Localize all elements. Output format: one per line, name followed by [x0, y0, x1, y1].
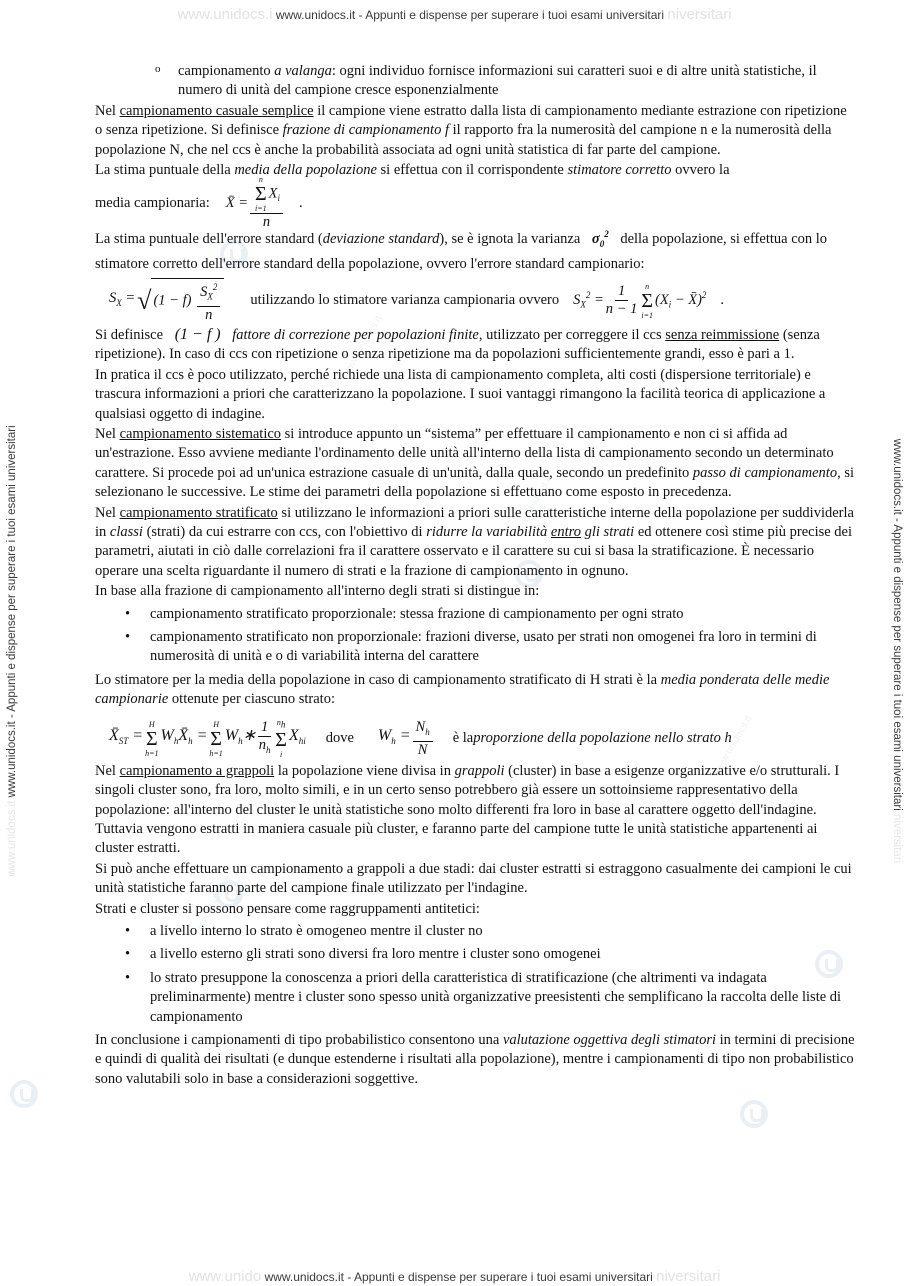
math-symbol: X — [288, 726, 299, 744]
text-em: valutazione oggettiva degli stimatori — [502, 1031, 716, 1048]
text: La stima puntuale dell'errore standard ( — [95, 231, 323, 248]
math-symbol: W — [160, 726, 174, 744]
text-em: gli strati — [581, 524, 635, 541]
underlined-term: campionamento a grappoli — [119, 762, 275, 779]
watermark-ghost: niversitari — [667, 6, 732, 23]
text: Lo stimatore per la media della popolazione in caso di campionamento stratificato di H strati è la — [95, 671, 661, 688]
text: campionamento stratificato non proporzionale: frazioni diverse, usato per strati non omogenei fra loro in termini di numerosità di unità e o di variabilità interna del carattere — [150, 629, 817, 665]
paragraph: Si può anche effettuare un campionamento a grappoli a due stadi: dai cluster estratti si estraggono casualmente dei campioni le cui unità statistiche faranno parte del campione finale utilizzato per l'indagine. — [95, 860, 852, 897]
watermark-ghost: www.unidocs.i — [177, 6, 273, 23]
unidocs-logo-icon — [10, 1080, 38, 1108]
text-em: classi — [109, 524, 143, 541]
text-em: a valanga — [274, 63, 332, 79]
text: ed ottenere così stime più precise dei parametri, aiutati in ciò dalle correlazioni fra il carattere osservato e il carattere su cui si basa la stratificazione. È necessario operare una scelta riguardante il numero di strati e la frazione di campionamento in ognuno. — [95, 524, 853, 579]
bullet-icon: • — [125, 629, 131, 646]
math-symbol: ∗ — [242, 726, 257, 744]
math-limit: n — [258, 175, 263, 185]
text: ovvero la — [671, 162, 730, 179]
math-symbol: (1 − f ) — [174, 325, 221, 343]
watermark-ghost: www.unido — [188, 1268, 262, 1285]
watermark-side-left — [4, 211, 20, 1091]
text: campionamento stratificato proporzionale: stessa frazione di campionamento per ogni strato — [150, 605, 684, 622]
watermark-ghost: www.unidocs.it — [6, 800, 18, 877]
math-symbol: S — [200, 283, 208, 300]
text: lo strato presuppone la conoscenza a priori della caratteristica di stratificazione (che altrimenti va indagata preliminarmente) mentre i cluster sono spesso unità organizzative preesistenti che semplificano la raccolta delle liste di campionamento — [150, 969, 842, 1025]
paragraph — [95, 102, 857, 160]
math-fraction — [197, 279, 220, 324]
math-sup: 2 — [604, 229, 609, 240]
list-item — [95, 62, 857, 101]
math-symbol: − X̄) — [671, 292, 702, 309]
math-sub: h — [238, 736, 243, 747]
text: : ogni individuo fornisce informazioni sui caratteri suoi e di altre unità statistiche, il numero di unità del campione cresce esponenzialmente — [178, 63, 817, 99]
watermark-tile-text: www.unidocs.it — [341, 314, 385, 377]
math-sup: 2 — [585, 290, 591, 301]
math-limit: h=1 — [209, 748, 223, 758]
text-em: grappoli — [454, 762, 505, 779]
text: ), se è ignota la varianza — [439, 231, 581, 248]
math-numerator — [250, 175, 283, 214]
text-em-underlined: entro — [550, 524, 581, 541]
text-em: proporzione della popolazione nello strato h — [473, 729, 732, 746]
math-sub: X — [116, 297, 122, 308]
watermark-tile-text: www.unidocs.it — [511, 474, 555, 537]
paragraph — [95, 161, 857, 180]
paragraph: In base alla frazione di campionamento all'interno degli strati si distingue in: — [95, 583, 540, 600]
list-item — [95, 922, 857, 941]
text: è la — [452, 729, 474, 746]
math-limit: i=1 — [641, 310, 653, 320]
math-limit: i=1 — [255, 204, 267, 214]
text: Nel — [95, 426, 120, 442]
list-item — [95, 969, 857, 1027]
math-symbol: $S_X^2$ = — [573, 290, 604, 311]
text: dove — [325, 729, 354, 746]
text: la popolazione viene divisa in — [274, 762, 455, 779]
math-symbol — [161, 726, 208, 752]
text: utilizzando lo stimatore varianza campionaria ovvero — [250, 292, 560, 309]
watermark-side-right-text: www.unidocs.it - Appunti e dispense per superare i tuoi esami universitari — [891, 438, 903, 811]
watermark-header-text: www.unidocs.it - Appunti e dispense per superare i tuoi esami universitari — [275, 8, 665, 22]
math-symbol: = — [399, 726, 411, 744]
sum-symbol: H Σ h=1 — [145, 719, 159, 758]
formula-standard-error: $S_X$ = √ (1 − f) $\frac{S_X^2}{n}$ utilizzando lo stimatore varianza campionaria ovvero $S_X^2$ = $\frac{1}{n - 1}$ n Σ i=1 ($X_i$ − X̄)$^2$ . — [95, 277, 857, 325]
math-fraction — [413, 719, 433, 759]
watermark-ghost: niversitari — [656, 1268, 721, 1285]
math-limit: H — [148, 719, 155, 729]
math-numerator: 1 — [615, 283, 628, 301]
text-em: media ponderata delle medie campionarie — [95, 671, 830, 708]
math-symbol: S — [573, 292, 581, 309]
text: il campione viene estratto dalla lista di campionamento mediante estrazione con ripetizione o senza ripetizione. Si definisce — [95, 102, 847, 139]
bullet-icon: • — [125, 969, 131, 986]
math-sub: h — [173, 736, 179, 747]
math-numerator — [197, 279, 220, 307]
sum-symbol: n Σ i=1 — [255, 175, 267, 214]
math-symbol: S — [109, 289, 117, 306]
sum-symbol: n Σ i=1 — [641, 281, 653, 320]
text-em: frazione di campionamento f — [282, 122, 449, 139]
text: , si selezionano le successive. Le stime dei parametri della popolazione si effettuano come esposto in precedenza. — [95, 464, 854, 501]
watermark-footer-text: www.unidocs.it - Appunti e dispense per superare i tuoi esami universitari — [264, 1270, 653, 1284]
math-denominator: n — [205, 306, 213, 323]
text: Nel — [95, 504, 120, 521]
math-limit: n — [645, 281, 650, 291]
text-em: deviazione standard — [322, 231, 440, 248]
math-symbol — [289, 726, 306, 752]
math-symbol: X̄ — [109, 726, 119, 744]
math-denominator: n — [262, 214, 271, 231]
text: , utilizzato per correggere il ccs — [478, 326, 666, 343]
list-item — [95, 605, 857, 624]
underlined-term: campionamento sistematico — [119, 426, 282, 442]
text: Nel — [95, 762, 120, 779]
text: . — [299, 194, 303, 211]
watermark-tile-text: www.unidocs.it — [191, 874, 235, 937]
text: si effettua con il corrispondente — [376, 162, 568, 179]
math-symbol: W — [377, 726, 392, 744]
paragraph — [95, 325, 857, 365]
list-item — [95, 945, 857, 964]
paragraph — [95, 671, 857, 710]
math-sup: 2 — [701, 290, 707, 301]
math-limit: i — [280, 749, 283, 759]
watermark-side-right — [889, 211, 905, 1091]
document-body — [95, 62, 857, 1090]
bullet-icon: • — [125, 922, 131, 939]
text: a livello interno lo strato è omogeneo mentre il cluster no — [150, 922, 483, 939]
watermark-footer — [0, 1268, 909, 1285]
math-fraction — [258, 719, 271, 759]
math-sup: 2 — [212, 282, 218, 293]
math-sub: h — [266, 744, 271, 755]
math-symbol: n — [258, 736, 267, 753]
bullet-icon: • — [125, 946, 131, 963]
text: si utilizzano le informazioni a priori sulle caratteristiche interne della popolazione per suddividerla in — [95, 504, 854, 541]
text: ottenute per ciascuno strato: — [168, 691, 335, 708]
math-sub: ST — [118, 736, 129, 747]
math-symbol: X̄ = — [225, 194, 249, 211]
math-symbol: = — [196, 726, 208, 744]
math-symbol — [655, 286, 706, 315]
math-symbol — [109, 289, 135, 313]
math-sub: hi — [298, 736, 306, 747]
math-symbol — [225, 726, 256, 752]
text: (strati) da cui estrarre con ccs, con l'obiettivo di — [142, 524, 427, 541]
formula-stratified-mean — [95, 716, 857, 762]
math-symbol: (1 − f) — [153, 292, 192, 309]
math-symbol: W — [224, 726, 239, 744]
math-sub: X — [207, 291, 213, 302]
math-sub: 0 — [599, 239, 605, 250]
text: media campionaria: — [95, 194, 210, 211]
math-symbol: n — [276, 718, 281, 728]
math-symbol: = — [125, 289, 136, 306]
formula-sample-mean — [95, 175, 857, 231]
math-limit: h=1 — [145, 748, 159, 758]
math-symbol: X̄ — [178, 726, 189, 744]
math-sub: X — [580, 300, 586, 311]
text: in termini di precisione e quindi di qualità dei risultati (e dunque estenderne i risultati alla popolazione), mentre i campionamenti di tipo non probabilistico sono valutabili solo in base a considerazioni soggettive. — [95, 1031, 855, 1087]
math-sub: i — [277, 193, 281, 204]
text-em: media della popolazione — [234, 162, 377, 179]
underlined-term: campionamento stratificato — [119, 504, 278, 521]
math-sub: i — [668, 300, 672, 311]
math-symbol — [109, 726, 143, 752]
circle-bullet-icon: o — [155, 63, 161, 75]
math-symbol: X — [268, 185, 278, 202]
watermark-side-left-text: www.unidocs.it - Appunti e dispense per superare i tuoi esami universitari — [6, 425, 18, 798]
text: In conclusione i campionamenti di tipo probabilistico consentono una — [95, 1031, 503, 1048]
paragraph — [95, 1031, 857, 1089]
sum-symbol: H Σ h=1 — [209, 719, 223, 758]
text: della popolazione, si effettua con lo stimatore corretto dell'errore standard della popolazione, ovvero l'errore standard campionario: — [95, 231, 828, 272]
watermark-header — [0, 6, 909, 23]
text: . — [720, 292, 725, 309]
math-limit: H — [213, 719, 219, 729]
math-sub: h — [391, 736, 396, 747]
paragraph: Strati e cluster si possono pensare come raggruppamenti antitetici: — [95, 900, 480, 917]
text: il rapporto fra la numerosità del campione n e la numerosità della popolazione N, che nel ccs è anche la probabilità associata ad ogni unità statistica di far parte del campione. — [95, 122, 832, 158]
text-em: stimatore corretto — [567, 162, 672, 179]
paragraph — [95, 425, 857, 503]
list-item — [95, 628, 857, 667]
underlined-term: campionamento casuale semplice — [119, 102, 314, 119]
math-symbol: σ — [591, 231, 600, 248]
math-symbol: = — [132, 726, 144, 744]
text: campionamento — [178, 63, 275, 79]
text: si introduce appunto un “sistema” per effettuare il campionamento e non ci si affida ad un'estrazione. Esso avviene mediante l'ordinamento delle unità all'interno della lista di campionamento secondo un determinato carattere. Si procede poi ad un'unica estrazione casuale di un'unità, dalla quale, secondo un predefinito — [95, 426, 834, 481]
math-denominator — [259, 737, 271, 759]
math-symbol — [591, 229, 609, 250]
bullet-icon: • — [125, 605, 131, 622]
text-em: ridurre la variabilità — [426, 524, 551, 541]
math-symbol: N — [415, 718, 426, 735]
text: (senza ripetizione). In caso di ccs con ripetizione o senza ripetizione ma da popolazioni sufficientemente grandi, esso è pari a 1. — [95, 326, 820, 363]
math-numerator: 1 — [258, 719, 271, 737]
math-symbol: (X — [654, 292, 669, 309]
paragraph — [95, 225, 857, 274]
watermark-ghost: niversitari — [891, 814, 903, 864]
watermark-tile-text: www.unidocs.it — [711, 714, 755, 777]
text: Nel — [95, 102, 120, 119]
paragraph: In pratica il ccs è poco utilizzato, perché richiede una lista di campionamento completa, alti costi (dispersione territoriale) e trascura informazioni a priori che caratterizzano la popolazione. I suoi vantaggi rimangono la facilità teorica di applicazione a qualsiasi oggetto di indagine. — [95, 366, 826, 422]
math-denominator: n − 1 — [605, 301, 638, 318]
text-em: fattore di correzione per popolazioni finite — [232, 326, 479, 343]
unidocs-logo-icon — [740, 1100, 768, 1128]
text: a livello esterno gli strati sono diversi fra loro mentre i cluster sono omogenei — [150, 946, 601, 963]
math-sqrt — [151, 278, 224, 324]
text: La stima puntuale della — [95, 162, 235, 179]
math-fraction — [606, 283, 638, 318]
math-fraction — [250, 175, 283, 231]
sum-symbol: $n_h$ Σ i — [275, 718, 287, 759]
text-em: passo di campionamento — [692, 464, 838, 481]
text: Si definisce — [95, 326, 164, 343]
math-sub: h — [425, 726, 430, 737]
paragraph — [95, 504, 857, 582]
math-sub: h — [188, 736, 193, 747]
math-sub: h — [280, 719, 286, 730]
math-denominator: N — [417, 741, 428, 758]
underlined-term: senza reimmissione — [665, 326, 780, 343]
text: (cluster) in base a esigenze organizzative e/o strutturali. I singoli cluster sono, fra loro, molto simili, e in un certo senso potrebbero già essere un sottoinsieme rappresentativo della popolazione: all'interno del cluster le unità statistiche sono molto differenti fra loro in base al carattere oggetto dell'indagine. Tuttavia vengono estratti in maniera casuale più cluster, e faranno parte del campione tutte le unità statistiche appartenenti ai cluster estratti. — [95, 762, 840, 857]
math-symbol — [378, 726, 411, 752]
paragraph — [95, 762, 857, 859]
math-numerator — [413, 719, 433, 742]
